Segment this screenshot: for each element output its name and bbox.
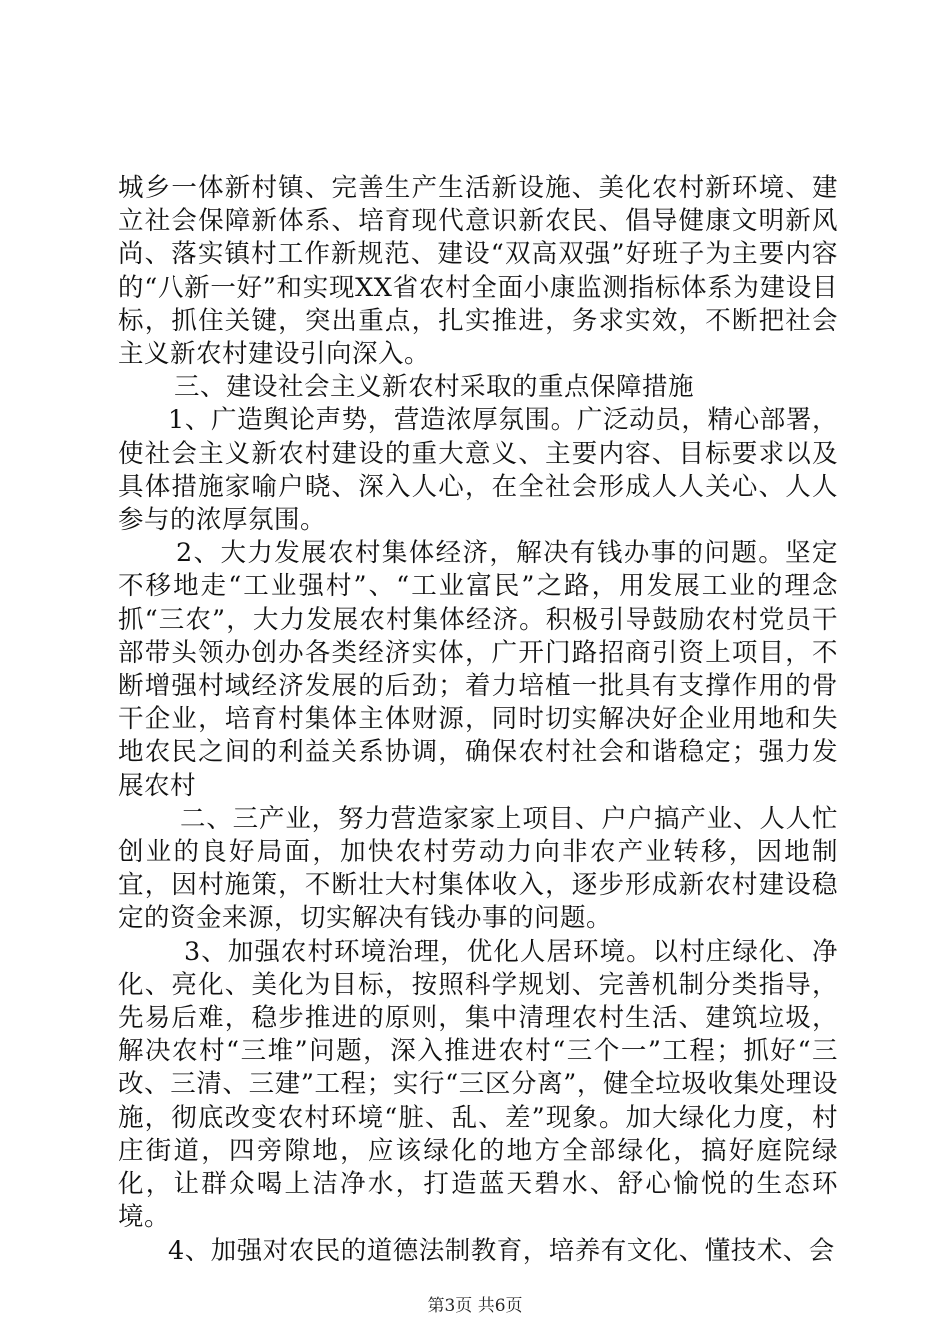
document-body [118, 172, 838, 1268]
paragraph-item-1: 1、广造舆论声势，营造浓厚氛围。广泛动员，精心部署，使社会主义新农村建设的重大意义、主要内容、目标要求以及具体措施家喻户晓、深入人心，在全社会形成人人关心、人人参与的浓厚氛围。 [118, 405, 838, 536]
paragraph-item-3: 3、加强农村环境治理，优化人居环境。以村庄绿化、净化、亮化、美化为目标，按照科学规划、完善机制分类指导，先易后难，稳步推进的原则，集中清理农村生活、建筑垃圾，解决农村“三堆”问题，深入推进农村“三个一”工程；抓好“三改、三清、三建”工程；实行“三区分离”，健全垃圾收集处理设施，彻底改变农村环境“脏、乱、差”现象。加大绿化力度，村庄街道，四旁隙地，应该绿化的地方全部绿化，搞好庭院绿化，让群众喝上洁净水，打造蓝天碧水、舒心愉悦的生态环境。 [118, 936, 838, 1233]
paragraph-item-4: 4、加强对农民的道德法制教育，培养有文化、懂技术、会 [168, 1235, 835, 1266]
page-number-footer: 第3页 共6页 [427, 1296, 523, 1316]
paragraph-item-2: 2、大力发展农村集体经济，解决有钱办事的问题。坚定不移地走“工业强村”、“工业富民”之路，用发展工业的理念抓“三农”，大力发展农村集体经济。积极引导鼓励农村党员干部带头领办创办各类经济实体，广开门路招商引资上项目，不断增强村域经济发展的后劲；着力培植一批具有支撑作用的骨干企业，培育村集体主体财源，同时切实解决好企业用地和失地农民之间的利益关系协调，确保农村社会和谐稳定；强力发展农村 [118, 538, 838, 801]
paragraph-item-2-continued: 二、三产业，努力营造家家上项目、户户搞产业、人人忙创业的良好局面，加快农村劳动力向非农产业转移，因地制宜，因村施策，不断壮大村集体收入，逐步形成新农村建设稳定的资金来源，切实解决有钱办事的问题。 [118, 803, 838, 934]
section-heading-three: 三、建设社会主义新农村采取的重点保障措施 [174, 372, 695, 403]
paragraph-continuation: 城乡一体新村镇、完善生产生活新设施、美化农村新环境、建立社会保障新体系、培育现代意识新农民、倡导健康文明新风尚、落实镇村工作新规范、建设“双高双强”好班子为主要内容的“八新一好”和实现XX省农村全面小康监测指标体系为建设目标，抓住关键，突出重点，扎实推进，务求实效，不断把社会主义新农村建设引向深入。 [118, 173, 838, 370]
